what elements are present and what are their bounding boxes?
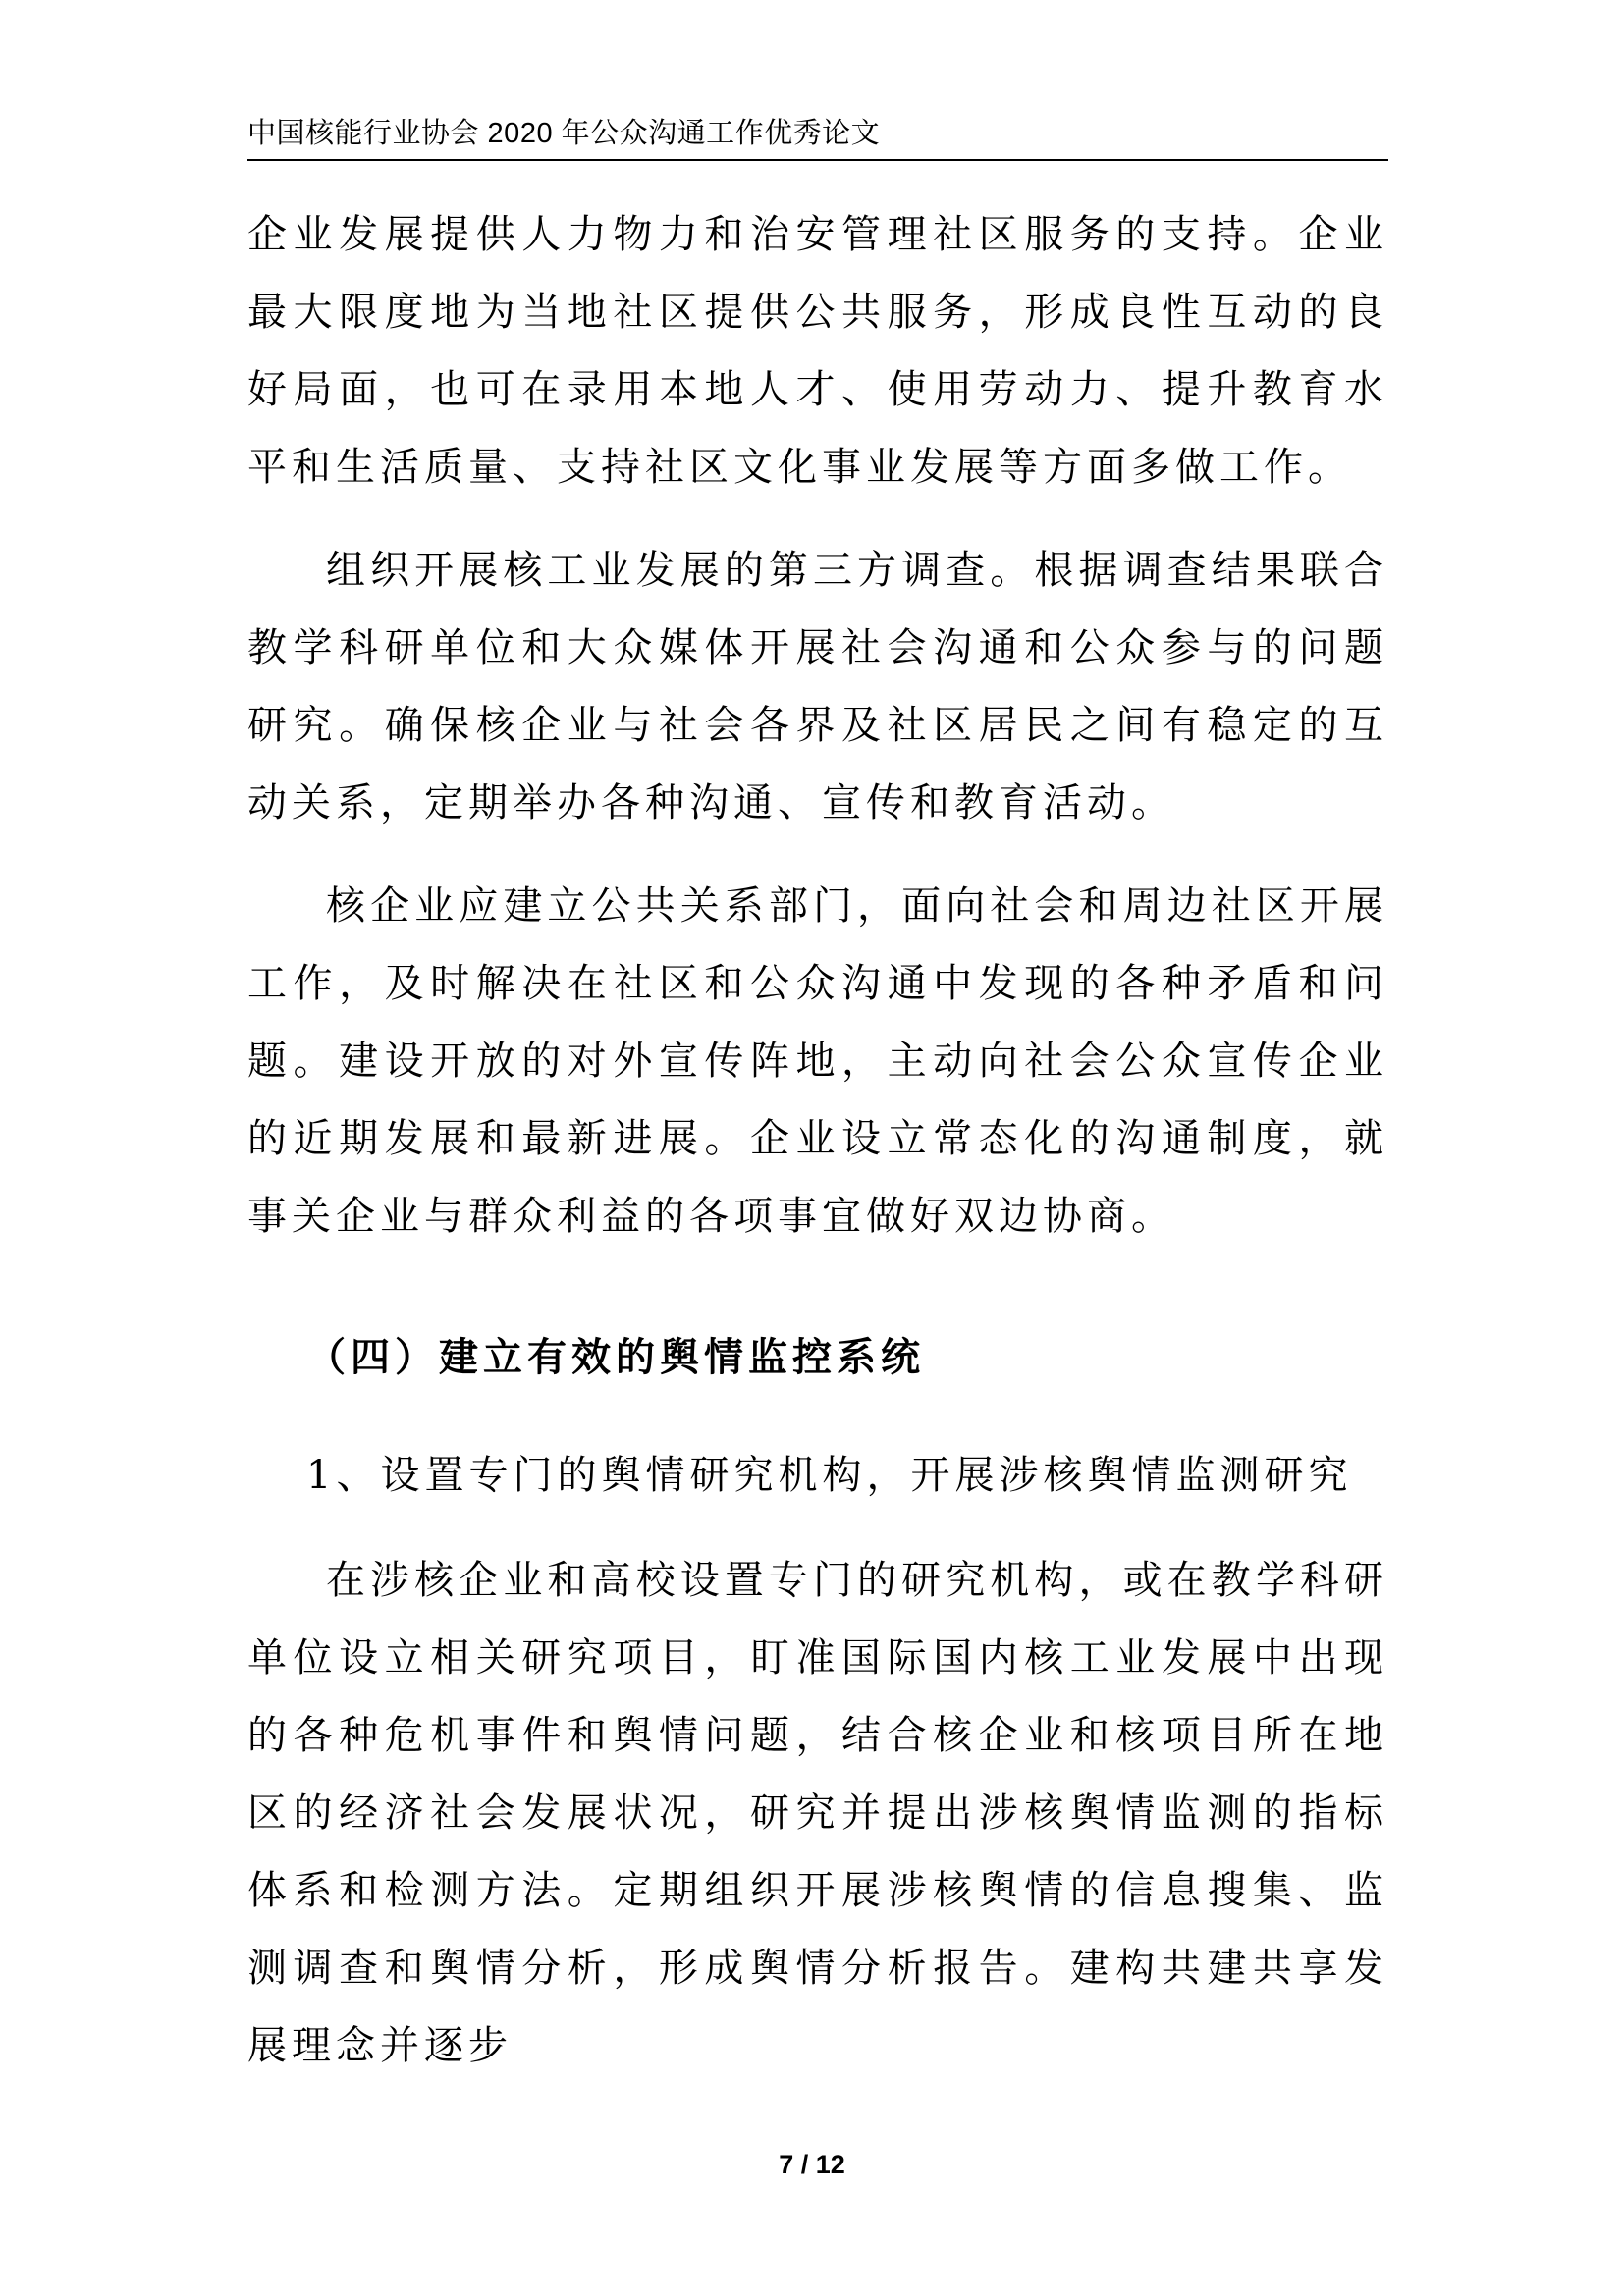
document-body (247, 196, 1388, 2085)
paragraph-research-institution: 在涉核企业和高校设置专门的研究机构，或在教学科研单位设立相关研究项目，盯准国际国内核工业发展中出现的各种危机事件和舆情问题，结合核企业和核项目所在地区的经济社会发展状况，研究并提出涉核舆情监测的指标体系和检测方法。定期组织开展涉核舆情的信息搜集、监测调查和舆情分析，形成舆情分析报告。建构共建共享发展理念并逐步 (247, 1558, 1388, 2068)
section-heading: （四）建立有效的舆情监控系统 (306, 1334, 925, 1380)
page-header (247, 114, 1388, 161)
header-title: 中国核能行业协会 2020 年公众沟通工作优秀论文 (247, 118, 881, 149)
subsection-heading: 1、设置专门的舆情研究机构，开展涉核舆情监测研究 (306, 1453, 1353, 1498)
paragraph-third-party-survey: 组织开展核工业发展的第三方调查。根据调查结果联合教学科研单位和大众媒体开展社会沟通和公众参与的问题研究。确保核企业与社会各界及社区居民之间有稳定的互动关系，定期举办各种沟通、宣传和教育活动。 (247, 548, 1388, 826)
paragraph-public-relations: 核企业应建立公共关系部门，面向社会和周边社区开展工作，及时解决在社区和公众沟通中发现的各种矛盾和问题。建设开放的对外宣传阵地，主动向社会公众宣传企业的近期发展和最新进展。企业设立常态化的沟通制度，就事关企业与群众利益的各项事宜做好双边协商。 (247, 883, 1388, 1239)
paragraph-community-service: 企业发展提供人力物力和治安管理社区服务的支持。企业最大限度地为当地社区提供公共服务，形成良性互动的良好局面，也可在录用本地人才、使用劳动力、提升教育水平和生活质量、支持社区文化事业发展等方面多做工作。 (247, 212, 1388, 490)
page-number: 7 / 12 (779, 2150, 845, 2179)
